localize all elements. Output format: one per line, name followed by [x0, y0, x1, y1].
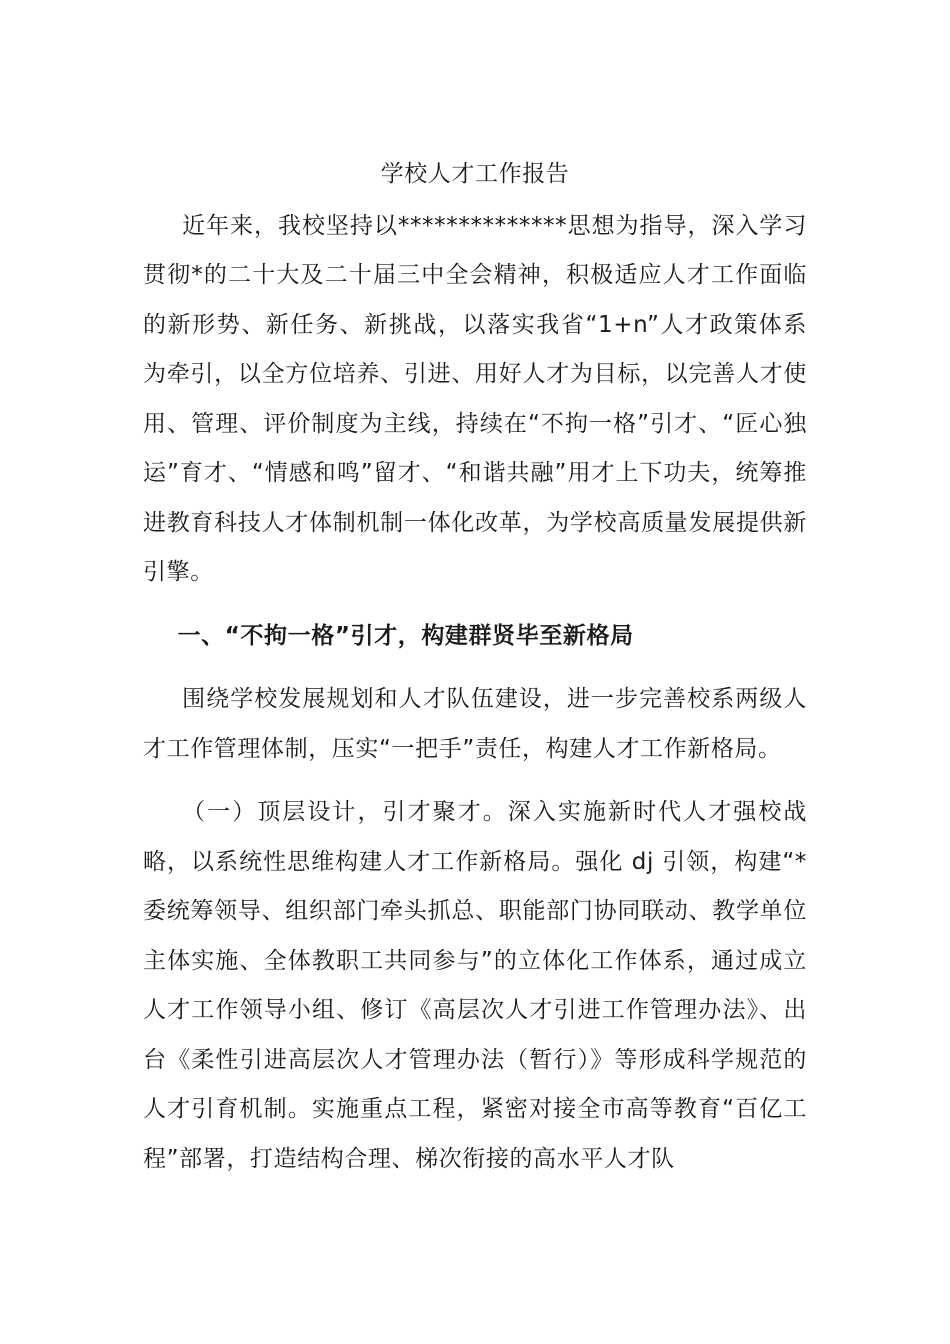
document-body: [143, 150, 807, 1184]
intro-paragraph: 近年来，我校坚持以**************思想为指导，深入学习贯彻*的二十大及二十届三中全会精神，积极适应人才工作面临的新形势、新任务、新挑战，以落实我省“1+n”人才政策体系为牵引，以全方位培养、引进、用好人才为目标，以完善人才使用、管理、评价制度为主线，持续在“不拘一格”引才、“匠心独运”育才、“情感和鸣”留才、“和谐共融”用才上下功夫，统筹推进教育科技人才体制机制一体化改革，为学校高质量发展提供新引擎。: [143, 212, 807, 585]
subsection-paragraph: （一）顶层设计，引才聚才。深入实施新时代人才强校战略，以系统性思维构建人才工作新格局。强化 dj 引领，构建“*委统筹领导、组织部门牵头抓总、职能部门协同联动、教学单位主体实施、全体教职工共同参与”的立体化工作体系，通过成立人才工作领导小组、修订《高层次人才引进工作管理办法》、出台《柔性引进高层次人才管理办法（暂行）》等形成科学规范的人才引育机制。实施重点工程，紧密对接全市高等教育“百亿工程”部署，打造结构合理、梯次衔接的高水平人才队: [143, 799, 807, 1172]
document-title: 学校人才工作报告: [380, 161, 570, 187]
section-paragraph: 围绕学校发展规划和人才队伍建设，进一步完善校系两级人才工作管理体制，压实“一把手”责任，构建人才工作新格局。: [143, 686, 807, 762]
section-heading: 一、“不拘一格”引才，构建群贤毕至新格局: [177, 622, 634, 649]
